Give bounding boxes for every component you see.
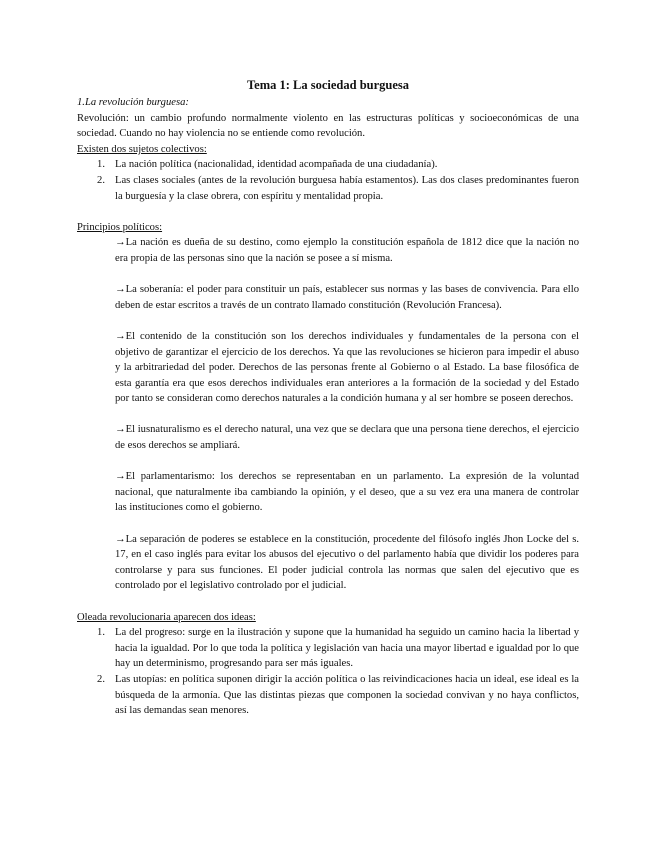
principle-paragraph: →El parlamentarismo: los derechos se representaban en un parlamento. La expresión de la voluntad nacional, que naturalmente iba cambiando la opinión, y el deseo, que a su vez era una manera de controlar las instituciones como el gobierno. <box>115 471 579 514</box>
principle-paragraph: →La separación de poderes se establece en la constitución, procedente del filósofo inglés Jhon Locke del s. 17, en el caso inglés para evitar los abusos del ejecutivo o del parlamento había que dividir los poderes para controlarse y para sus funciones. El poder judicial controla las normas que salen del ejecutivo que es controlado por el legislativo controlado por el judicial. <box>115 533 579 592</box>
list-item <box>77 625 579 672</box>
list-number: 2. <box>97 174 105 186</box>
page-title: Tema 1: La sociedad burguesa <box>246 78 410 92</box>
principle-paragraph: →El iusnaturalismo es el derecho natural, una vez que se declara que una persona tiene derechos, el ejercicio de esos derechos se ampliará. <box>115 424 579 452</box>
list-text: Las utopías: en política suponen dirigir la acción política o las reivindicaciones hacia un ideal, ese ideal es la búsqueda de la armonía. Que las distintas piezas que componen la sociedad convivan y no haya conflictos, así las demandas sean menores. <box>115 673 579 717</box>
spacer <box>77 204 579 220</box>
list-text: La nación política (nacionalidad, identidad acompañada de una ciudadanía). <box>115 159 438 171</box>
list-text: La del progreso: surge en la ilustración y supone que la humanidad ha seguido un camino hacia la libertad y hacia la igualdad. Por lo que toda la política y legislación van hacia una mayor libertad e igualdad por lo que hay un determinismo, progresando para ser más iguales. <box>115 627 579 670</box>
principle-paragraph: →La soberanía: el poder para constituir un país, establecer sus normas y las bases de convivencia. Para ello deben de estar escritos a través de un contrato llamado constitución (Revolución Francesa). <box>115 284 579 311</box>
list-item <box>77 157 579 173</box>
principle-paragraph: →El contenido de la constitución son los derechos individuales y fundamentales de la persona con el objetivo de garantizar el ejercicio de los derechos. Ya que las revoluciones se hicieron para impedir el abuso y la arbitrariedad del poder. Derechos de las personas frente al Gobierno o al Estado. La base filosófica de esta garantía era que esos derechos individuales eran anteriores a la formación de la sociedad y del Estado por tanto se consideran como derechos naturales a la condición humana y al ser hombre se poseen derechos. <box>115 330 579 405</box>
principles-heading: Principios políticos: <box>77 221 163 233</box>
subjects-heading: Existen dos sujetos colectivos: <box>77 143 207 155</box>
list-text: Las clases sociales (antes de la revolución burguesa había estamentos). Las dos clases predominantes fueron la burguesía y la clase obrera, con espíritu y mentalidad propia. <box>115 174 579 202</box>
ideas-list <box>77 625 579 719</box>
section-heading: 1.La revolución burguesa: <box>77 97 189 108</box>
document-body <box>77 77 579 719</box>
list-item <box>77 173 579 204</box>
list-number: 1. <box>97 627 105 639</box>
subjects-list <box>77 157 579 204</box>
wave-heading: Oleada revolucionaria aparecen dos ideas: <box>77 611 256 623</box>
list-number: 1. <box>97 159 105 171</box>
list-number: 2. <box>97 673 105 685</box>
intro-paragraph: Revolución: un cambio profundo normalmente violento en las estructuras políticas y socioeconómicas de una sociedad. Cuando no hay violencia no se entiende como revolución. <box>77 112 579 140</box>
list-item <box>77 672 579 719</box>
principle-paragraph: →La nación es dueña de su destino, como ejemplo la constitución española de 1812 dice que la nación no era propia de las personas sino que la nación se posee a sí misma. <box>115 237 579 264</box>
